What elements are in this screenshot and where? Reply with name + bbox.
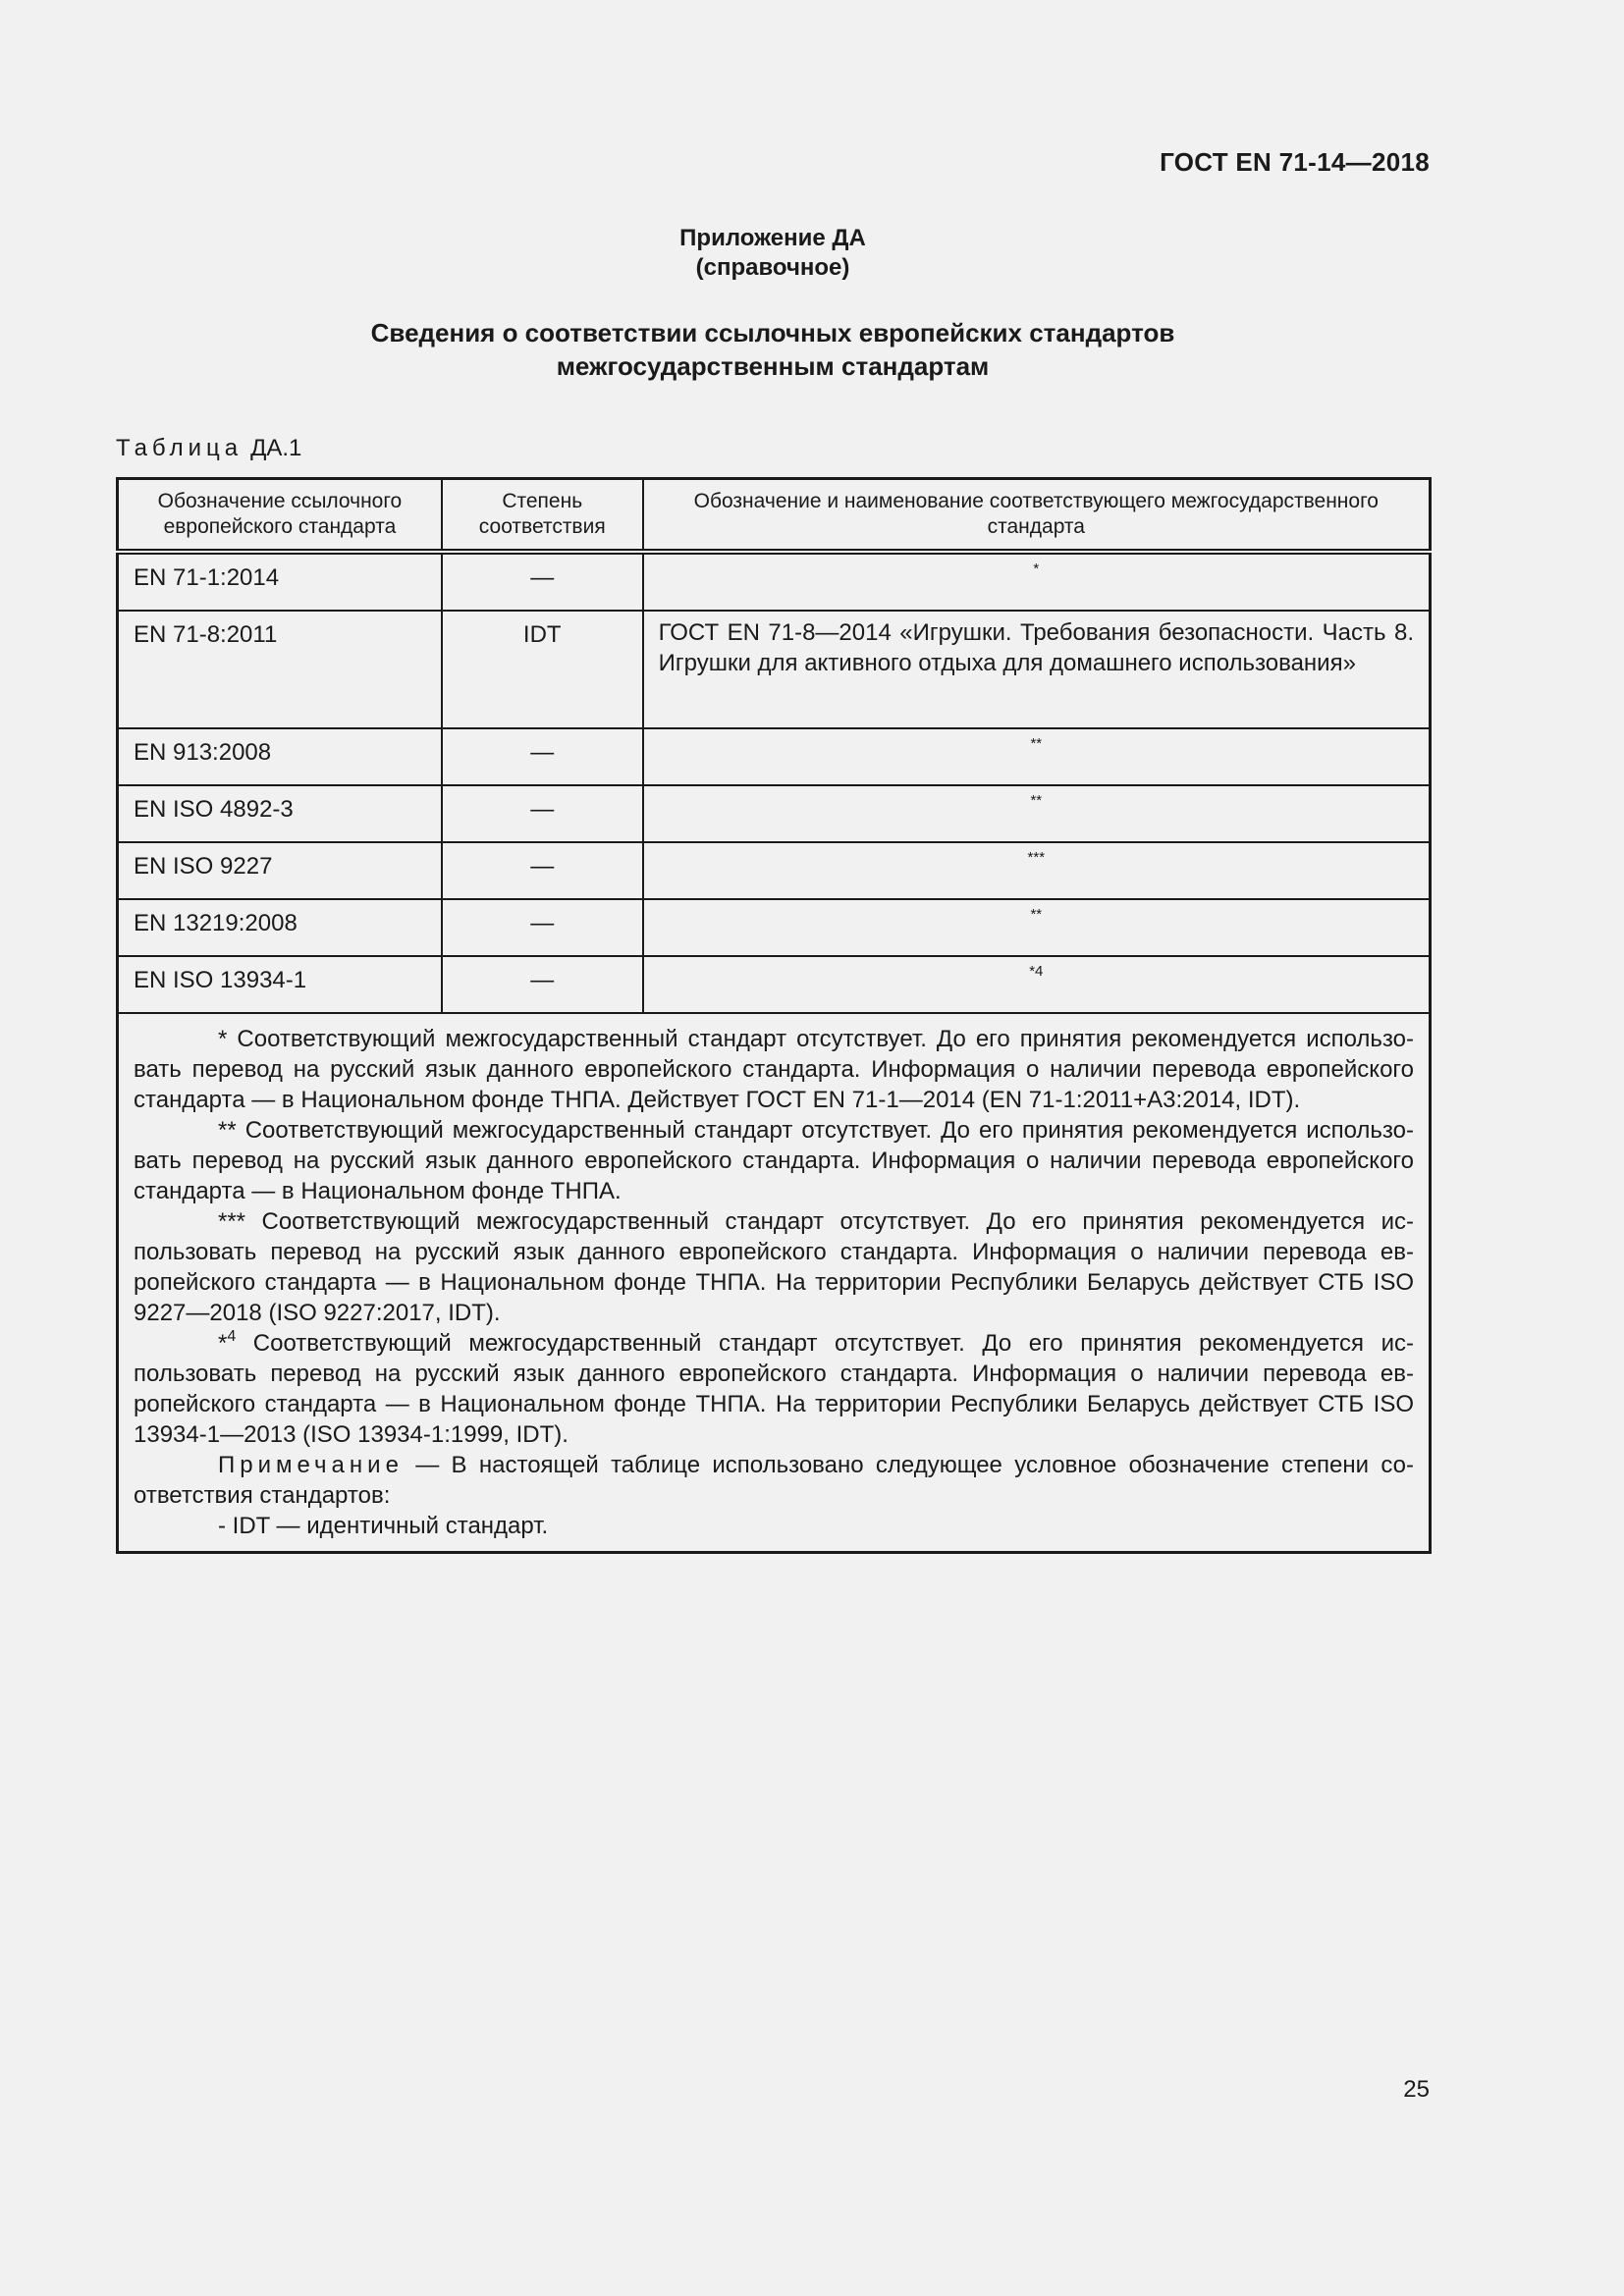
table-row xyxy=(118,785,1431,842)
document-code: ГОСТ EN 71-14—2018 xyxy=(1160,147,1430,177)
european-standard-code: EN 913:2008 xyxy=(118,728,442,785)
european-standard-code: EN 13219:2008 xyxy=(118,899,442,956)
table-row xyxy=(118,728,1431,785)
note-item: - IDT — идентичный стандарт. xyxy=(218,1513,549,1539)
table-row xyxy=(118,842,1431,899)
table-notes-row xyxy=(118,1013,1431,1553)
note-dash: — xyxy=(415,1452,440,1478)
table-row xyxy=(118,956,1431,1013)
footnote-marker: *** xyxy=(218,1208,246,1235)
note-text: В настоящей таблице использовано следующее условное обозначение степени соответствия стандартов: xyxy=(134,1452,1414,1509)
header-interstate-standard: Обозначение и наименование соответствующего межгосударственного стандарта xyxy=(643,479,1431,553)
page-number: 25 xyxy=(1403,2076,1430,2103)
degree-of-correspondence: — xyxy=(442,899,643,956)
degree-of-correspondence: — xyxy=(442,552,643,611)
footnote xyxy=(134,1206,1414,1328)
table-row xyxy=(118,552,1431,611)
degree-of-correspondence: — xyxy=(442,842,643,899)
table-label-word: Таблица xyxy=(116,435,244,461)
section-title-line-1: Сведения о соответствии ссылочных европейских стандартов xyxy=(370,318,1175,347)
table-notes xyxy=(118,1013,1431,1553)
footnote xyxy=(134,1115,1414,1206)
degree-of-correspondence: — xyxy=(442,956,643,1013)
header-degree: Степень соответствия xyxy=(442,479,643,553)
footnote xyxy=(134,1024,1414,1115)
appendix-subtitle: (справочное) xyxy=(695,254,850,281)
footnote-marker: ** xyxy=(218,1117,237,1144)
footnote-mark: * xyxy=(643,552,1431,611)
note-label: Примечание xyxy=(218,1452,404,1478)
table-note xyxy=(134,1450,1414,1511)
table-row xyxy=(118,611,1431,728)
footnote-mark: *** xyxy=(643,842,1431,899)
header-european-standard: Обозначение ссылочного европейского стандарта xyxy=(118,479,442,553)
table-body xyxy=(118,552,1431,1013)
table-row xyxy=(118,899,1431,956)
appendix-heading xyxy=(0,224,1545,283)
footnote-marker: *$^4$ xyxy=(218,1328,237,1357)
appendix-title: Приложение ДА xyxy=(679,225,866,251)
degree-of-correspondence: — xyxy=(442,785,643,842)
interstate-standard-description: ГОСТ EN 71-8—2014 «Игрушки. Требования безопасности. Часть 8. Игрушки для активного отдыха для домашнего использования» xyxy=(643,611,1431,728)
european-standard-code: EN ISO 4892-3 xyxy=(118,785,442,842)
footnote-mark: ** xyxy=(643,785,1431,842)
table-label xyxy=(116,435,301,462)
footnote-text: Соответствующий межгосударственный стандарт отсутствует. До его принятия рекомендуется использовать перевод на русский язык данного европейского стандарта. Информация о наличии перевода европейского стандарта — в Национальном фонде ТНПА. На территории Республики Беларусь действует СТБ ISO 9227—2018 (ISO 9227:2017, IDT). xyxy=(134,1208,1415,1326)
table-label-number: ДА.1 xyxy=(250,435,302,461)
footnote-marker: * xyxy=(218,1026,228,1052)
footnote-text: Соответствующий межгосударственный стандарт отсутствует. До его принятия рекомендуется использовать перевод на русский язык данного европейского стандарта. Информация о наличии перевода европейского стандарта — в Национальном фонде ТНПА. Действует ГОСТ EN 71-1—2014 (EN 71-1:2011+A3:2014, IDT). xyxy=(134,1026,1415,1113)
section-title xyxy=(0,316,1545,383)
european-standard-code: EN ISO 13934-1 xyxy=(118,956,442,1013)
footnote-text: Соответствующий межгосударственный стандарт отсутствует. До его принятия рекомендуется использовать перевод на русский язык данного европейского стандарта. Информация о наличии перевода европейского стандарта — в Национальном фонде ТНПА. На территории Республики Беларусь действует СТБ ISO 13934-1—2013 (ISO 13934-1:1999, IDT). xyxy=(134,1330,1415,1448)
correspondence-table xyxy=(116,477,1432,1554)
footnote-mark: *4 xyxy=(643,956,1431,1013)
table-header-row xyxy=(118,479,1431,553)
section-title-line-2: межгосударственным стандартам xyxy=(556,351,990,381)
degree-of-correspondence: IDT xyxy=(442,611,643,728)
european-standard-code: EN 71-1:2014 xyxy=(118,552,442,611)
european-standard-code: EN 71-8:2011 xyxy=(118,611,442,728)
footnote-text: Соответствующий межгосударственный стандарт отсутствует. До его принятия рекомендуется использовать перевод на русский язык данного европейского стандарта. Информация о наличии перевода европейского стандарта — в Национальном фонде ТНПА. xyxy=(134,1117,1415,1204)
european-standard-code: EN ISO 9227 xyxy=(118,842,442,899)
footnote-mark: ** xyxy=(643,899,1431,956)
footnote-mark: ** xyxy=(643,728,1431,785)
footnote xyxy=(134,1328,1414,1450)
degree-of-correspondence: — xyxy=(442,728,643,785)
